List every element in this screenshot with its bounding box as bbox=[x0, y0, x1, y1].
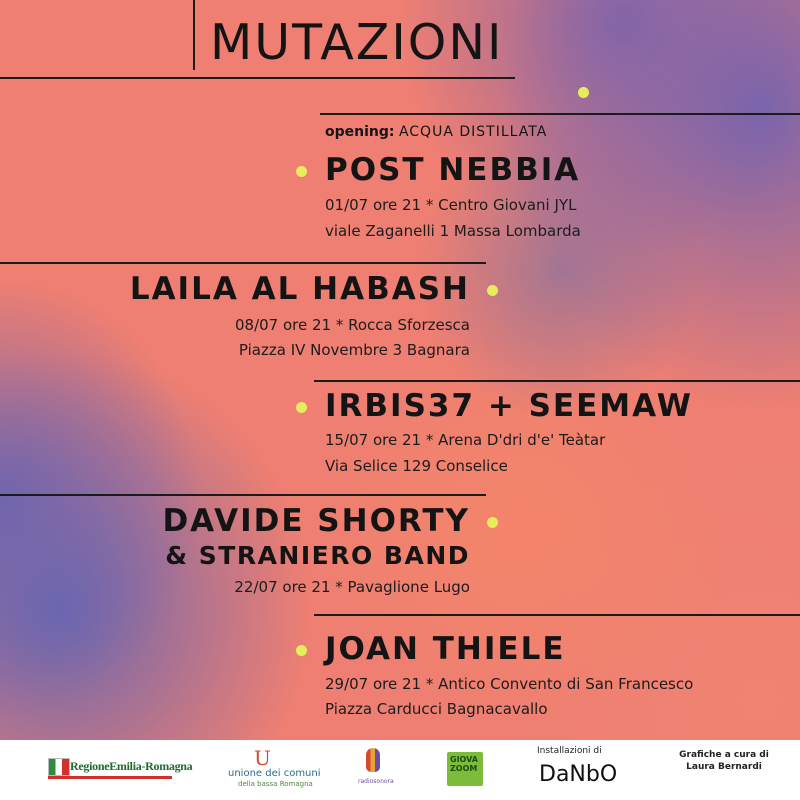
event-2-artist: LAILA AL HABASH bbox=[129, 271, 470, 307]
title-left-rule bbox=[193, 0, 195, 70]
event-5-artist: JOAN THIELE bbox=[325, 631, 566, 667]
rule-1 bbox=[320, 113, 800, 115]
event-2-date-venue: 08/07 ore 21 * Rocca Sforzesca bbox=[234, 316, 470, 334]
giovazoom-line1: GIOVA bbox=[450, 755, 478, 764]
event-1-artist: POST NEBBIA bbox=[325, 152, 581, 188]
unione-logo-line1: unione dei comuni bbox=[228, 768, 321, 779]
event-4-artist: DAVIDE SHORTY bbox=[162, 503, 470, 539]
event-2-address: Piazza IV Novembre 3 Bagnara bbox=[238, 341, 470, 359]
rule-3 bbox=[314, 380, 800, 382]
opening-line bbox=[325, 124, 547, 140]
rule-4 bbox=[0, 494, 486, 496]
event-5-date-venue: 29/07 ore 21 * Antico Convento di San Francesco bbox=[325, 675, 694, 693]
event-1-address: viale Zaganelli 1 Massa Lombarda bbox=[325, 222, 581, 240]
grafiche-credit bbox=[664, 750, 784, 790]
regione-emilia-romagna-logo bbox=[48, 758, 193, 782]
unione-mark-icon: U bbox=[254, 746, 271, 770]
grafiche-author: Laura Bernardi bbox=[686, 762, 762, 772]
opening-act: ACQUA DISTILLATA bbox=[398, 124, 548, 140]
installazioni-caption: Installazioni di bbox=[537, 746, 602, 756]
event-5-dot bbox=[296, 645, 307, 656]
unione-logo-line2: della bassa Romagna bbox=[238, 780, 313, 788]
installazioni-credit bbox=[537, 746, 618, 794]
unione-comuni-logo bbox=[228, 746, 328, 796]
grafiche-caption: Grafiche a cura di bbox=[679, 750, 769, 760]
event-3-artist: IRBIS37 + SEEMAW bbox=[325, 388, 693, 424]
event-4-artist-line2: & STRANIERO BAND bbox=[165, 541, 470, 570]
rule-2 bbox=[0, 262, 486, 264]
event-3-address: Via Selice 129 Conselice bbox=[325, 457, 508, 475]
giovazoom-logo bbox=[447, 752, 483, 786]
radiosonora-caption: radiosonora bbox=[358, 778, 394, 785]
event-3-dot bbox=[296, 402, 307, 413]
title-dot bbox=[578, 87, 589, 98]
event-2-dot bbox=[487, 285, 498, 296]
opening-label: opening: bbox=[325, 124, 395, 140]
event-4-date-venue: 22/07 ore 21 * Pavaglione Lugo bbox=[234, 578, 470, 596]
title-bottom-rule bbox=[0, 77, 515, 79]
event-3-date-venue: 15/07 ore 21 * Arena D'dri d'e' Teàtar bbox=[325, 431, 606, 449]
microphone-icon bbox=[366, 748, 380, 772]
event-1-dot bbox=[296, 166, 307, 177]
event-1-date-venue: 01/07 ore 21 * Centro Giovani JYL bbox=[325, 196, 577, 214]
poster-title: MUTAZIONI bbox=[210, 14, 504, 71]
regione-logo-bar bbox=[48, 776, 172, 779]
rule-5 bbox=[314, 614, 800, 616]
regione-logo-text: RegioneEmilia-Romagna bbox=[70, 759, 193, 773]
giovazoom-logo-text bbox=[450, 756, 478, 774]
radiosonora-logo bbox=[358, 748, 394, 792]
giovazoom-line2: ZOOM bbox=[450, 763, 478, 773]
regione-flag-icon bbox=[48, 758, 70, 776]
danbo-logo: DaNbO bbox=[539, 762, 618, 787]
event-5-address: Piazza Carducci Bagnacavallo bbox=[325, 700, 548, 718]
event-4-dot bbox=[487, 517, 498, 528]
sponsor-footer bbox=[0, 740, 800, 800]
